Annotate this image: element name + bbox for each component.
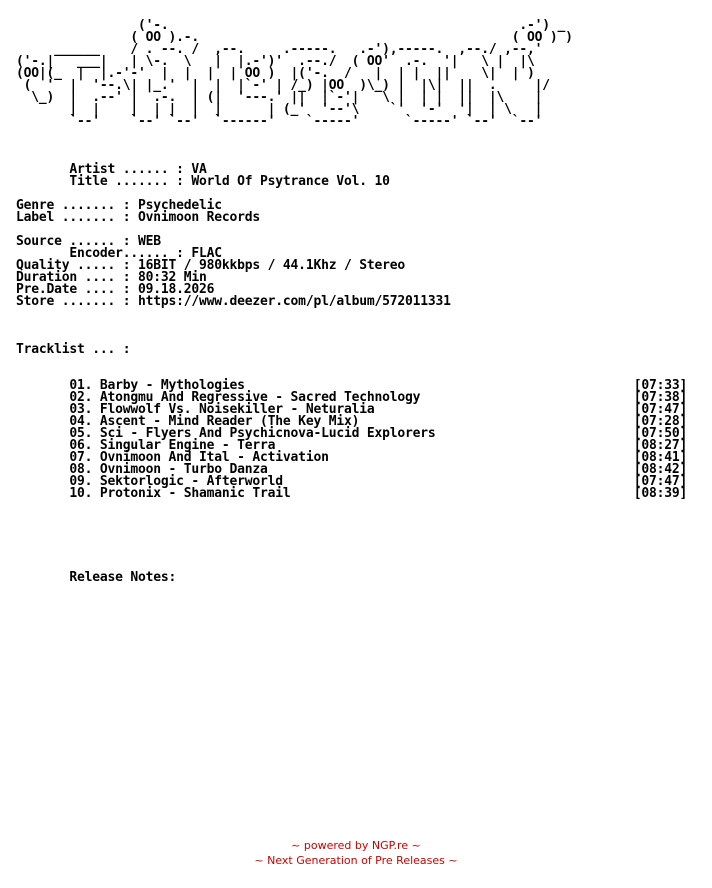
quality-field: Quality ..... : 16BIT / 980kkbps / 44.1Khz / Stereo: [16, 258, 405, 273]
logo-line: ( OO ).-. ( OO ) ): [16, 30, 573, 45]
store-field: Store ....... : https://www.deezer.com/pl/album/572011331: [16, 294, 451, 309]
tracklist-header: Tracklist ... :: [16, 342, 131, 357]
footer: [0, 838, 712, 868]
source-field: Source ...... : WEB: [16, 234, 161, 249]
label-field: Label ....... : Ovnimoon Records: [16, 210, 261, 225]
footer-tagline: ~ Next Generation of Pre Releases ~: [254, 854, 458, 867]
track-row: 05. Sci - Flyers And Psychicnova-Lucid Explorers [07:50]: [16, 426, 688, 441]
duration-field: Duration .... : 80:32 Min: [16, 270, 207, 285]
encoder-field: Encoder...... : FLAC: [16, 246, 222, 261]
artist-field: Artist ...... : VA: [16, 162, 207, 177]
track-row: 07. Ovnimoon And Ital - Activation [08:41]: [16, 450, 688, 465]
release-notes-header: Release Notes:: [16, 570, 177, 585]
logo-line: ______ / . --. / ,--. .-----. .-'),-----. ,--./ ,--,': [16, 42, 543, 57]
footer-powered-by: ~ powered by NGP.re ~: [291, 839, 421, 852]
ascii-art-logo: [16, 20, 687, 128]
track-row: 03. Flowwolf Vs. Noisekiller - Neturalia [07:47]: [16, 402, 688, 417]
logo-line: ( ' | '--.\| |_.' | | |`-' | /_) |OO )\_) | |\| || . |/: [16, 78, 550, 93]
title-field: Title ....... : World Of Psytrance Vol. 10: [16, 174, 390, 189]
logo-line: ('-.| ___| | \-. \ | |.-')' .--./ ( OO' .-. '| \ | |\: [16, 54, 535, 69]
track-row: 09. Sektorlogic - Afterworld [07:47]: [16, 474, 688, 489]
nfo-text: [16, 20, 687, 584]
track-row: 02. Atongmu And Regressive - Sacred Technology [07:38]: [16, 390, 688, 405]
logo-line: (OO|(_ | |.-'-' | | | | OO ) |('-. / | | | || \| | ): [16, 66, 535, 81]
track-row: 08. Ovnimoon - Turbo Danza [08:42]: [16, 462, 688, 477]
logo-line: ('-. .-') _: [16, 18, 566, 33]
predate-field: Pre.Date .... : 09.18.2026: [16, 282, 215, 297]
track-row: 04. Ascent - Mind Reader (The Key Mix) [07:28]: [16, 414, 688, 429]
track-row: 06. Singular Engine - Terra [08:27]: [16, 438, 688, 453]
track-row: 10. Protonix - Shamanic Trail [08:39]: [16, 486, 688, 501]
genre-field: Genre ....... : Psychedelic: [16, 198, 222, 213]
logo-line: \_) | .--' | .-. | (| '---.' || |`-'| \ | | | || |\ |: [16, 90, 543, 105]
logo-line: `--' `--' `--' `------' `-----' `-----' `--' `--': [16, 114, 543, 129]
track-row: 01. Barby - Mythologies [07:33]: [16, 378, 688, 393]
logo-line: | | | | | | | | (_' '--'\ `' '-' '| | \ |: [16, 102, 543, 117]
